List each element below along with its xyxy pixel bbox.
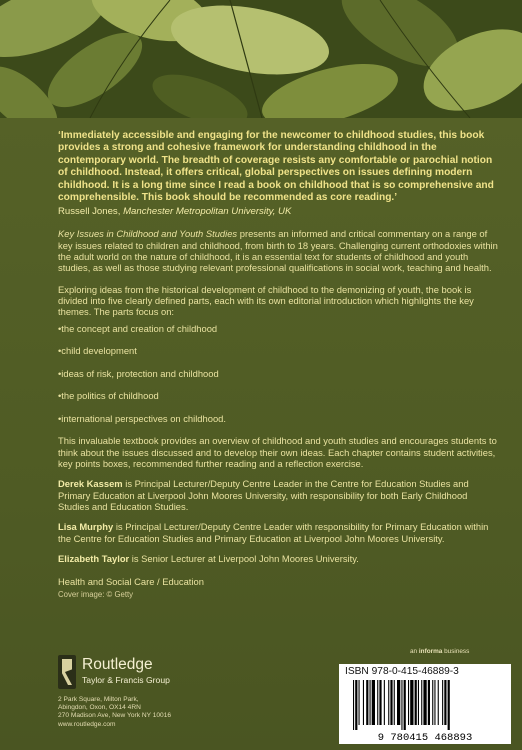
overview-paragraph: This invaluable textbook provides an overview of childhood and youth studies and encourages students to think about the issues discussed and to develop their own ideas. Each chapter contains student activities, key points boxes, recommended further reading and a reflection exercise. [58, 435, 497, 470]
list-item: • ideas of risk, protection and childhood [58, 368, 498, 379]
book-title: Key Issues in Childhood and Youth Studies [58, 228, 238, 240]
barcode-bar [444, 680, 446, 725]
barcode-bar [423, 680, 426, 725]
review-attribution [58, 206, 498, 218]
isbn-label: ISBN 978-0-415-46889-3 [345, 666, 459, 677]
barcode-bar [359, 680, 360, 725]
barcode-bar [438, 680, 439, 725]
publisher-logo [58, 655, 218, 689]
barcode-bar [432, 680, 433, 725]
routledge-r-icon [58, 655, 76, 689]
list-item: • the politics of childhood [58, 390, 498, 401]
barcode-box [339, 664, 511, 744]
barcode-bar [370, 680, 371, 725]
barcode-bar [388, 680, 389, 725]
list-item: • the concept and creation of childhood [58, 323, 498, 334]
author-name: Lisa Murphy [58, 521, 114, 533]
barcode-bar [394, 680, 395, 725]
author-bio [58, 553, 498, 564]
author-bio-text: is Principal Lecturer/Deputy Centre Leader in the Centre for Education Studies and Primary Education at Liverpool John Moores University, with responsibility for both Early Childhood Studies and Education Studies. [58, 478, 469, 512]
intro-text: presents an informed and critical commentary on a range of key issues related to children and childhood, from birth to 18 years. Challenging current orthodoxies within the adult world on the nature of childhood, it is an essential text for students of childhood and youth studies, as well as those studying relevant professional qualifications in social work, teaching and health. [58, 228, 498, 274]
barcode-bar [355, 680, 357, 730]
barcode-bar [418, 680, 419, 725]
barcode-icon [345, 680, 505, 742]
blurb [58, 130, 498, 599]
leaves-illustration [0, 0, 522, 118]
exploring-paragraph: Exploring ideas from the historical development of childhood to the demonizing of youth, the book is divided into five clearly defined parts, each with its own editorial introduction which highlights the key themes. The parts focus on: [58, 283, 474, 318]
barcode-digits: 9 780415 468893 [377, 732, 473, 742]
review-quote: ‘Immediately accessible and engaging for the newcomer to childhood studies, this book provides a strong and cohesive framework for understanding childhood in the contemporary world. The breadth of coverage resists any comfortable or parochial notion of childhood. Instead, it offers critical, global perspectives on issues defining modern childhood. It is a long time since I read a book on childhood that is so comprehensive and comprehensible. This book should be recommended as core reading.’ [58, 130, 494, 204]
barcode-bar [421, 680, 422, 725]
address-line: Abingdon, Oxon, OX14 4RN [58, 704, 141, 712]
publisher-address [58, 696, 171, 729]
address-line: 2 Park Square, Milton Park, [58, 696, 139, 703]
reviewer-name: Russell Jones, [58, 206, 124, 218]
barcode-bar [410, 680, 413, 725]
list-item: • international perspectives on childhood. [58, 413, 498, 424]
barcode-bar [428, 680, 430, 725]
list-item: • child development [58, 345, 498, 356]
barcode-bar [404, 680, 406, 730]
author-bio-text: is Principal Lecturer/Deputy Centre Leader with responsibility for Primary Education within the Centre for Education Studies and Primary Education at Liverpool John Moores University. [58, 521, 489, 544]
barcode-bar [401, 680, 402, 730]
author-bio [58, 478, 498, 512]
informa-tagline: an informa business [410, 648, 470, 655]
subject-category: Health and Social Care / Education [58, 576, 204, 588]
barcode-bar [397, 680, 400, 725]
barcode-bar [372, 680, 375, 725]
barcode-bar [366, 680, 368, 725]
reviewer-affiliation: Manchester Metropolitan University, UK [123, 206, 292, 218]
barcode-bar [379, 680, 381, 725]
barcode-bar [390, 680, 392, 725]
author-name: Derek Kassem [58, 478, 123, 490]
intro-paragraph [58, 228, 498, 273]
barcode-bar [442, 680, 443, 725]
barcode-bar [415, 680, 417, 725]
author-bio-text: is Senior Lecturer at Liverpool John Moores University. [129, 552, 359, 564]
leaves-photo [0, 0, 522, 118]
informa-brand: informa [418, 648, 443, 655]
barcode-bar [408, 680, 409, 725]
barcode-bar [434, 680, 435, 725]
publisher-name: Routledge [82, 656, 153, 673]
publisher-website: www.routledge.com [58, 720, 116, 728]
address-line: 270 Madison Ave, New York NY 10016 [58, 712, 172, 720]
parts-list [58, 323, 498, 425]
barcode-bar [448, 680, 450, 730]
barcode-bar [353, 680, 354, 730]
cover-credit: Cover image: © Getty [58, 590, 134, 600]
barcode-bar [377, 680, 378, 725]
barcode-bar [363, 680, 364, 725]
author-bio [58, 521, 498, 544]
barcode-bar [384, 680, 385, 725]
publisher-group: Taylor & Francis Group [82, 675, 170, 685]
author-name: Elizabeth Taylor [58, 552, 130, 564]
